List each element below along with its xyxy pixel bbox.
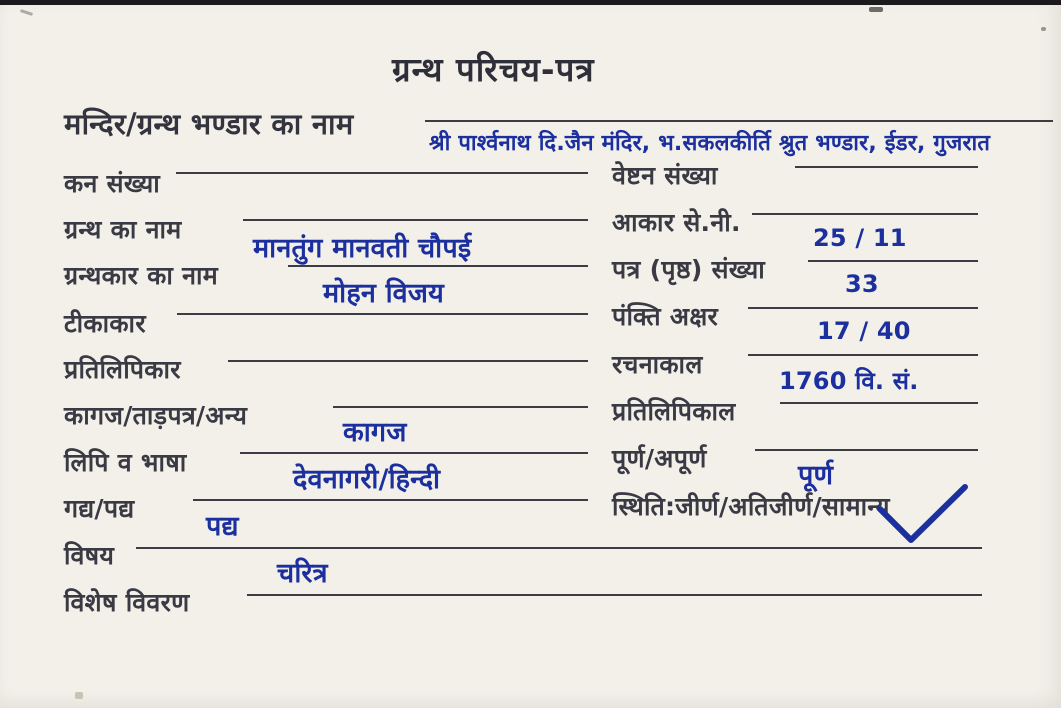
label-book-name: ग्रन्थ का नाम [64, 215, 182, 244]
rule-repository [425, 120, 1053, 122]
rule-commentator [177, 313, 588, 315]
scan-speck [1041, 27, 1046, 31]
label-lines-letters: पंक्ति अक्षर [612, 302, 719, 331]
value-repository-name: श्री पार्श्वनाथ दि.जैन मंदिर, भ.सकलकीर्ति श्रुत भण्डार, ईडर, गुजरात [429, 131, 991, 156]
rule-copy-date [780, 402, 978, 404]
label-special-details: विशेष विवरण [64, 588, 190, 617]
value-leaf-count: 33 [845, 270, 879, 298]
label-repository-name: मन्दिर/ग्रन्थ भण्डार का नाम [64, 107, 354, 141]
label-copy-date: प्रतिलिपिकाल [612, 397, 736, 426]
label-scribe: प्रतिलिपिकार [64, 355, 181, 384]
label-commentator: टीकाकार [64, 309, 146, 338]
label-subject: विषय [64, 541, 115, 570]
rule-material [333, 406, 588, 408]
label-prose-verse: गद्य/पद्य [64, 494, 135, 523]
rule-script-language [240, 452, 588, 454]
scan-speck [20, 9, 33, 16]
label-material: कागज/ताड़पत्र/अन्य [64, 401, 248, 430]
rule-leaf-count [808, 260, 978, 262]
page-title: ग्रन्थ परिचय-पत्र [392, 50, 595, 89]
label-composition-date: रचनाकाल [612, 350, 703, 379]
label-complete-incomplete: पूर्ण/अपूर्ण [612, 444, 707, 473]
rule-complete-incomplete [755, 449, 978, 451]
value-author-name: मोहन विजय [323, 278, 444, 309]
label-condition: स्थिति:जीर्ण/अतिजीर्ण/सामान्य [612, 492, 890, 521]
rule-subject [136, 547, 982, 549]
rule-author-name [288, 265, 588, 267]
value-material: कागज [343, 417, 407, 448]
value-subject: चरित्र [277, 558, 328, 589]
label-bundle-number: वेष्टन संख्या [612, 161, 718, 190]
scan-speck [869, 7, 883, 12]
label-leaf-count: पत्र (पृष्ठ) संख्या [612, 255, 765, 284]
label-script-language: लिपि व भाषा [64, 448, 187, 477]
rule-size-cm [752, 213, 978, 215]
value-complete-incomplete: पूर्ण [798, 460, 834, 491]
value-lines-letters: 17 / 40 [817, 317, 911, 345]
value-composition-date: 1760 वि. सं. [779, 367, 919, 395]
rule-scribe [228, 360, 588, 362]
rule-book-name [243, 219, 588, 221]
label-serial-number: कन संख्या [64, 169, 161, 198]
rule-lines-letters [748, 307, 978, 309]
rule-prose-verse [193, 499, 588, 501]
value-script-language: देवनागरी/हिन्दी [293, 464, 441, 495]
scan-edge-top [0, 0, 1061, 5]
rule-special-details [247, 594, 982, 596]
checkmark-icon [866, 482, 976, 548]
label-author-name: ग्रन्थकार का नाम [64, 261, 219, 290]
value-book-name: मानतुंग मानवती चौपई [253, 233, 472, 264]
value-size-cm: 25 / 11 [813, 224, 907, 252]
rule-serial-number [176, 172, 588, 174]
rule-bundle-number [795, 166, 978, 168]
scan-speck [75, 692, 83, 699]
rule-composition-date [748, 354, 978, 356]
label-size-cm: आकार से.नी. [612, 208, 741, 237]
value-prose-verse: पद्य [206, 511, 239, 542]
